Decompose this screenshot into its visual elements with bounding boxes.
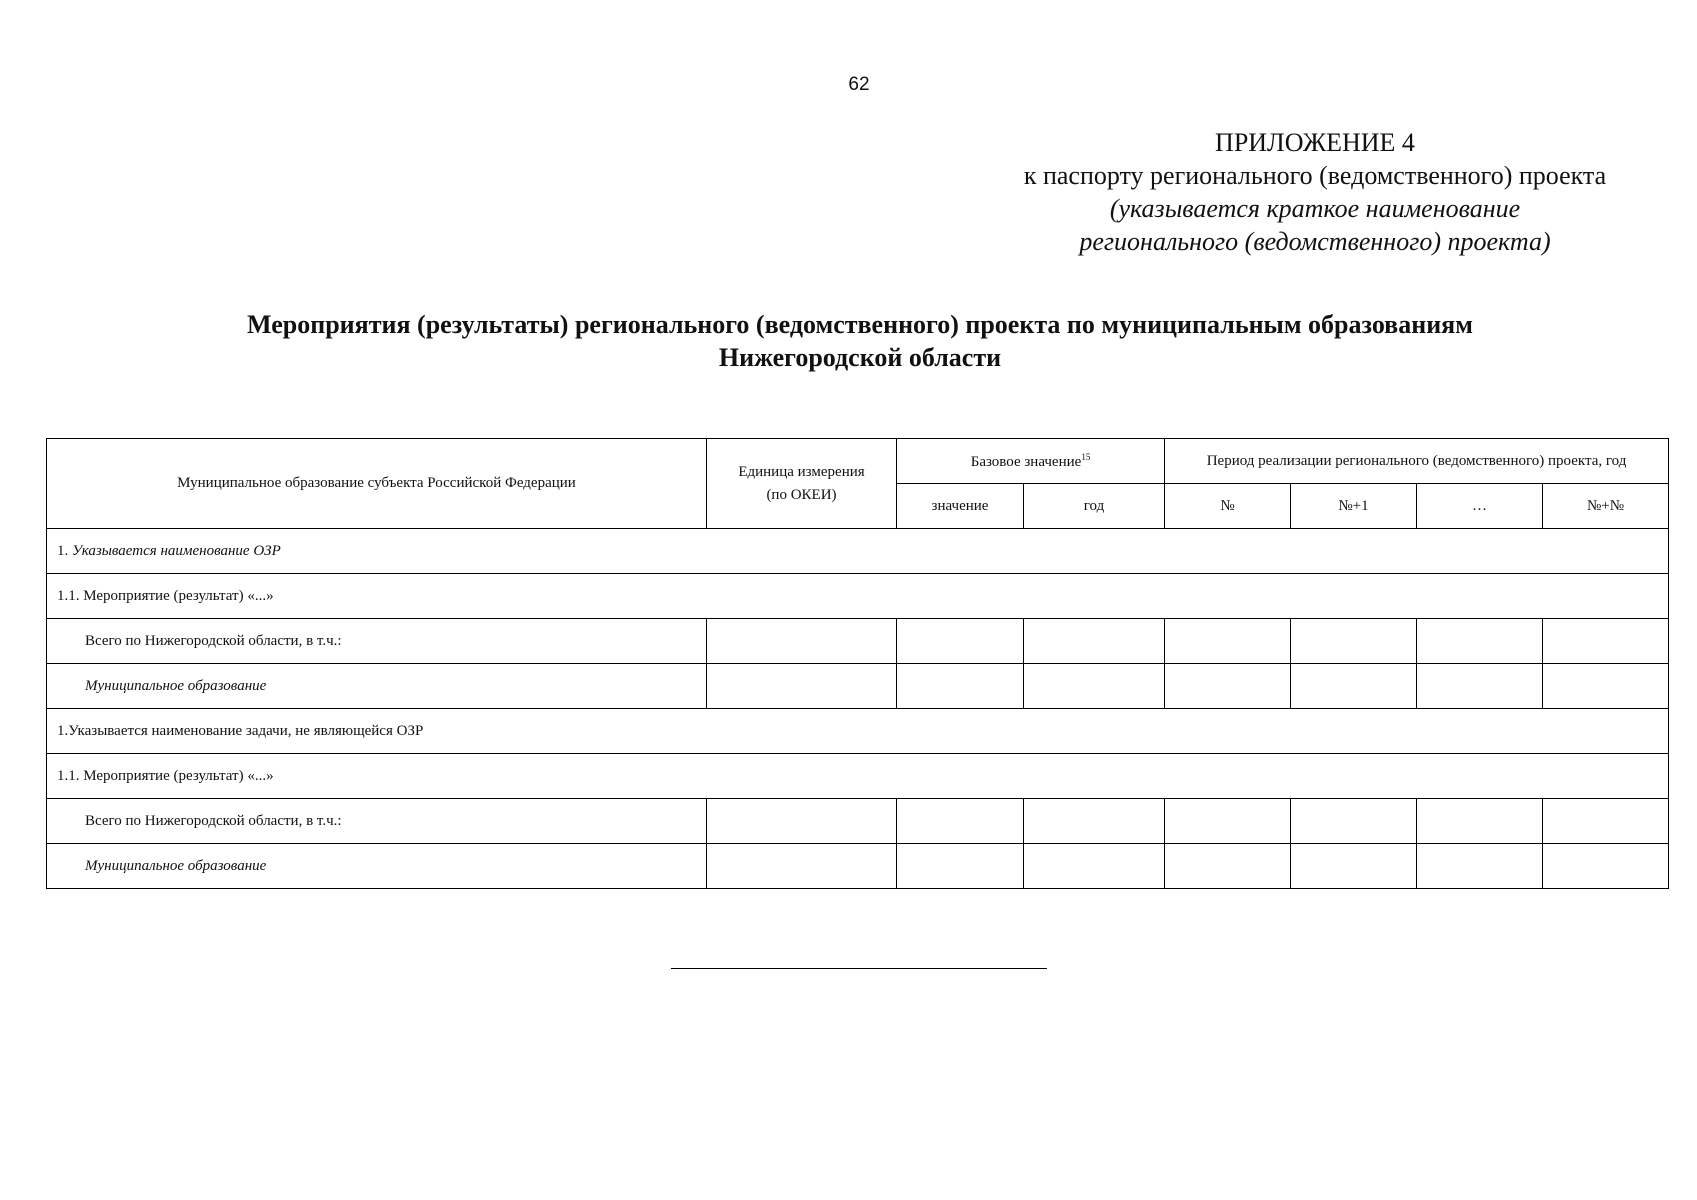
- cell-base-year: [1024, 844, 1165, 889]
- cell-year-n: [1165, 799, 1291, 844]
- appendix-line-4: регионального (ведомственного) проекта): [1079, 227, 1551, 256]
- cell-base-value: [897, 844, 1024, 889]
- cell-year-n-plus-1: [1291, 799, 1417, 844]
- cell-year-n: [1165, 664, 1291, 709]
- table-row: [47, 619, 1669, 664]
- table-row: [47, 844, 1669, 889]
- appendix-block: [990, 126, 1640, 258]
- header-base-value-label: Базовое значение: [970, 453, 1082, 470]
- section-title: Указывается наименование ОЗР: [72, 542, 281, 559]
- header-year-n-plus-1: №+1: [1291, 484, 1417, 529]
- row-label-municipality: Муниципальное образование: [47, 664, 707, 709]
- row-label-municipality: Муниципальное образование: [47, 844, 707, 889]
- document-title: [80, 308, 1640, 374]
- cell-year-n: [1165, 619, 1291, 664]
- table-row-section: [47, 709, 1669, 754]
- document-title-line-2: Нижегородской области: [718, 343, 1002, 372]
- page-number: 62: [848, 74, 870, 95]
- header-year-n: №: [1165, 484, 1291, 529]
- cell-year-n-plus-n: [1543, 619, 1669, 664]
- table-row-subsection: [47, 574, 1669, 619]
- header-base-value: [897, 439, 1165, 484]
- header-year: год: [1024, 484, 1165, 529]
- cell-year-n-plus-1: [1291, 664, 1417, 709]
- header-period: Период реализации регионального (ведомственного) проекта, год: [1165, 439, 1669, 484]
- cell-unit: [707, 664, 897, 709]
- table-row: [47, 664, 1669, 709]
- cell-year-ellipsis: [1417, 844, 1543, 889]
- cell-base-value: [897, 664, 1024, 709]
- cell-year-n-plus-n: [1543, 844, 1669, 889]
- header-unit-line-2: (по ОКЕИ): [766, 486, 837, 503]
- cell-year-ellipsis: [1417, 619, 1543, 664]
- cell-unit: [707, 799, 897, 844]
- table-row: [47, 799, 1669, 844]
- cell-base-year: [1024, 799, 1165, 844]
- subsection-cell: 1.1. Мероприятие (результат) «...»: [47, 754, 1669, 799]
- cell-year-n-plus-n: [1543, 664, 1669, 709]
- appendix-line-2: к паспорту регионального (ведомственного) проекта: [1023, 161, 1607, 190]
- cell-unit: [707, 844, 897, 889]
- appendix-title: ПРИЛОЖЕНИЕ 4: [1215, 128, 1415, 157]
- cell-base-year: [1024, 664, 1165, 709]
- header-value: значение: [897, 484, 1024, 529]
- cell-year-n-plus-n: [1543, 799, 1669, 844]
- section-number: 1.: [57, 542, 72, 559]
- footnote-ref: 15: [1081, 451, 1091, 462]
- row-label-total: Всего по Нижегородской области, в т.ч.:: [47, 619, 707, 664]
- cell-base-value: [897, 799, 1024, 844]
- table-row-section: [47, 529, 1669, 574]
- cell-year-ellipsis: [1417, 799, 1543, 844]
- subsection-cell: 1.1. Мероприятие (результат) «...»: [47, 574, 1669, 619]
- header-year-ellipsis: …: [1417, 484, 1543, 529]
- cell-year-n-plus-1: [1291, 619, 1417, 664]
- cell-year-ellipsis: [1417, 664, 1543, 709]
- footer-separator-line: [671, 968, 1047, 969]
- cell-year-n: [1165, 844, 1291, 889]
- cell-year-n-plus-1: [1291, 844, 1417, 889]
- cell-base-year: [1024, 619, 1165, 664]
- cell-base-value: [897, 619, 1024, 664]
- header-unit-line-1: Единица измерения: [738, 463, 865, 480]
- measures-table: [46, 438, 1669, 889]
- section-cell: 1.Указывается наименование задачи, не являющейся ОЗР: [47, 709, 1669, 754]
- cell-unit: [707, 619, 897, 664]
- appendix-line-3: (указывается краткое наименование: [1109, 194, 1521, 223]
- header-unit: [707, 439, 897, 529]
- section-cell: [47, 529, 1669, 574]
- row-label-total: Всего по Нижегородской области, в т.ч.:: [47, 799, 707, 844]
- table-row-subsection: [47, 754, 1669, 799]
- header-municipality: Муниципальное образование субъекта Российской Федерации: [47, 439, 707, 529]
- document-title-line-1: Мероприятия (результаты) регионального (ведомственного) проекта по муниципальным образованиям: [247, 310, 1473, 339]
- header-year-n-plus-n: №+№: [1543, 484, 1669, 529]
